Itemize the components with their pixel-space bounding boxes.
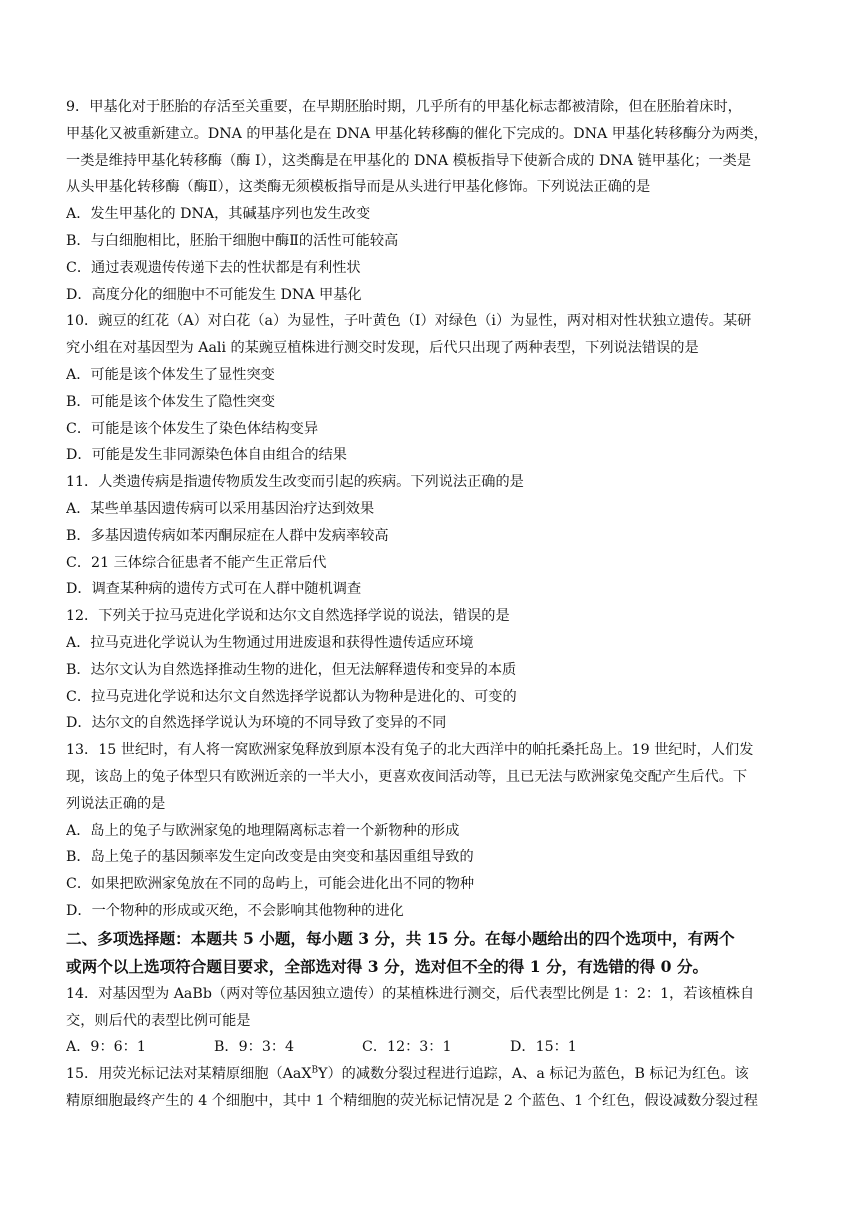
- question-13-option-b: B．岛上兔子的基因频率发生定向改变是由突变和基因重组导致的: [66, 849, 474, 866]
- question-11-stem-line: 11．人类遗传病是指遗传物质发生改变而引起的疾病。下列说法正确的是: [66, 474, 524, 491]
- page-content: [66, 94, 796, 1115]
- question-10-stem-line: 10．豌豆的红花（A）对白花（a）为显性，子叶黄色（I）对绿色（i）为显性，两对相对性状独立遗传。某研: [66, 313, 752, 330]
- question-10-stem-line: 究小组在对基因型为 Aali 的某豌豆植株进行测交时发现，后代只出现了两种表型，下列说法错误的是: [66, 340, 699, 357]
- question-14-option-d: D．15：1: [510, 1039, 577, 1056]
- question-12-stem-line: 12．下列关于拉马克进化学说和达尔文自然选择学说的说法，错误的是: [66, 608, 510, 625]
- section-heading-line: 或两个以上选项符合题目要求，全部选对得 3 分，选对但不全的得 1 分，有选错的得 0 分。: [66, 956, 709, 976]
- question-10-option-b: B．可能是该个体发生了隐性突变: [66, 393, 276, 410]
- question-10-option-d: D．可能是发生非同源染色体自由组合的结果: [66, 447, 347, 464]
- question-11-option-d: D．调查某种病的遗传方式可在人群中随机调查: [66, 581, 362, 598]
- question-9-option-c: C．通过表观遗传传递下去的性状都是有利性状: [66, 259, 361, 276]
- question-15-stem-line: 精原细胞最终产生的 4 个细胞中，其中 1 个精细胞的荧光标记情况是 2 个蓝色、1 个红色，假设减数分裂过程: [66, 1092, 758, 1109]
- question-14-option-a: A．9：6：1: [66, 1039, 146, 1056]
- question-14-option-c: C．12：3：1: [362, 1039, 452, 1056]
- question-9-option-d: D．高度分化的细胞中不可能发生 DNA 甲基化: [66, 286, 362, 303]
- question-10-option-a: A．可能是该个体发生了显性突变: [66, 366, 275, 383]
- question-13-option-d: D．一个物种的形成或灭绝，不会影响其他物种的进化: [66, 902, 404, 919]
- question-12: [66, 603, 796, 737]
- question-13-option-a: A．岛上的兔子与欧洲家兔的地理隔离标志着一个新物种的形成: [66, 822, 460, 839]
- question-15-stem-line: [66, 1061, 796, 1088]
- question-12-option-d: D．达尔文的自然选择学说认为环境的不同导致了变异的不同: [66, 715, 447, 732]
- question-12-option-a: A．拉马克进化学说认为生物通过用进废退和获得性遗传适应环境: [66, 634, 474, 651]
- question-9-stem-line: 9．甲基化对于胚胎的存活至关重要，在早期胚胎时期，几乎所有的甲基化标志都被清除，但在胚胎着床时，: [66, 99, 742, 115]
- question-10-option-c: C．可能是该个体发生了染色体结构变异: [66, 420, 319, 437]
- question-9-stem-line: 一类是维持甲基化转移酶（酶 I），这类酶是在甲基化的 DNA 模板指导下使新合成的 DNA 链甲基化；一类是: [66, 152, 752, 169]
- question-9-stem-line: 从头甲基化转移酶（酶Ⅱ），这类酶无须模板指导而是从头进行甲基化修饰。下列说法正确的是: [66, 179, 651, 196]
- question-11-option-c: C．21 三体综合征患者不能产生正常后代: [66, 554, 327, 571]
- question-15-text-part: 15．用荧光标记法对某精原细胞（AaX: [66, 1066, 312, 1083]
- question-9-option-a: A．发生甲基化的 DNA，其碱基序列也发生改变: [66, 206, 371, 223]
- question-12-option-b: B．达尔文认为自然选择推动生物的进化，但无法解释遗传和变异的本质: [66, 661, 517, 678]
- question-13-stem-line: 现，该岛上的兔子体型只有欧洲近亲的一半大小，更喜欢夜间活动等，且已无法与欧洲家兔交配产生后代。下: [66, 768, 748, 785]
- question-15-text-part: Y）的减数分裂过程进行追踪，A、a 标记为蓝色，B 标记为红色。该: [318, 1066, 749, 1083]
- question-13-option-c: C．如果把欧洲家兔放在不同的岛屿上，可能会进化出不同的物种: [66, 876, 475, 893]
- genotype-superscript: B: [311, 1065, 319, 1076]
- question-13-stem-line: 13．15 世纪时，有人将一窝欧洲家兔释放到原本没有兔子的北大西洋中的帕托桑托岛上。19 世纪时，人们发: [66, 742, 754, 759]
- question-14-options-row: [66, 1034, 796, 1061]
- question-13-stem-line: 列说法正确的是: [66, 795, 166, 812]
- section-2-heading: [66, 925, 796, 981]
- question-14-stem-line: 交，则后代的表型比例可能是: [66, 1012, 251, 1029]
- section-heading-line: 二、多项选择题：本题共 5 小题，每小题 3 分，共 15 分。在每小题给出的四个选项中，有两个: [66, 928, 735, 948]
- question-15: [66, 1061, 796, 1115]
- question-9: [66, 94, 796, 308]
- question-13: [66, 737, 796, 925]
- question-11: [66, 469, 796, 603]
- question-14: [66, 981, 796, 1061]
- question-14-option-b: B．9：3：4: [214, 1039, 295, 1056]
- question-11-option-a: A．某些单基因遗传病可以采用基因治疗达到效果: [66, 500, 375, 517]
- question-11-option-b: B．多基因遗传病如苯丙酮尿症在人群中发病率较高: [66, 527, 389, 544]
- question-9-stem-line: 甲基化又被重新建立。DNA 的甲基化是在 DNA 甲基化转移酶的催化下完成的。DNA 甲基化转移酶分为两类，: [66, 125, 768, 142]
- question-14-stem-line: 14．对基因型为 AaBb（两对等位基因独立遗传）的某植株进行测交，后代表型比例是 1：2：1，若该植株自: [66, 985, 755, 1002]
- question-12-option-c: C．拉马克进化学说和达尔文自然选择学说都认为物种是进化的、可变的: [66, 688, 517, 705]
- question-9-option-b: B．与白细胞相比，胚胎干细胞中酶Ⅱ的活性可能较高: [66, 232, 399, 249]
- question-10: [66, 308, 796, 469]
